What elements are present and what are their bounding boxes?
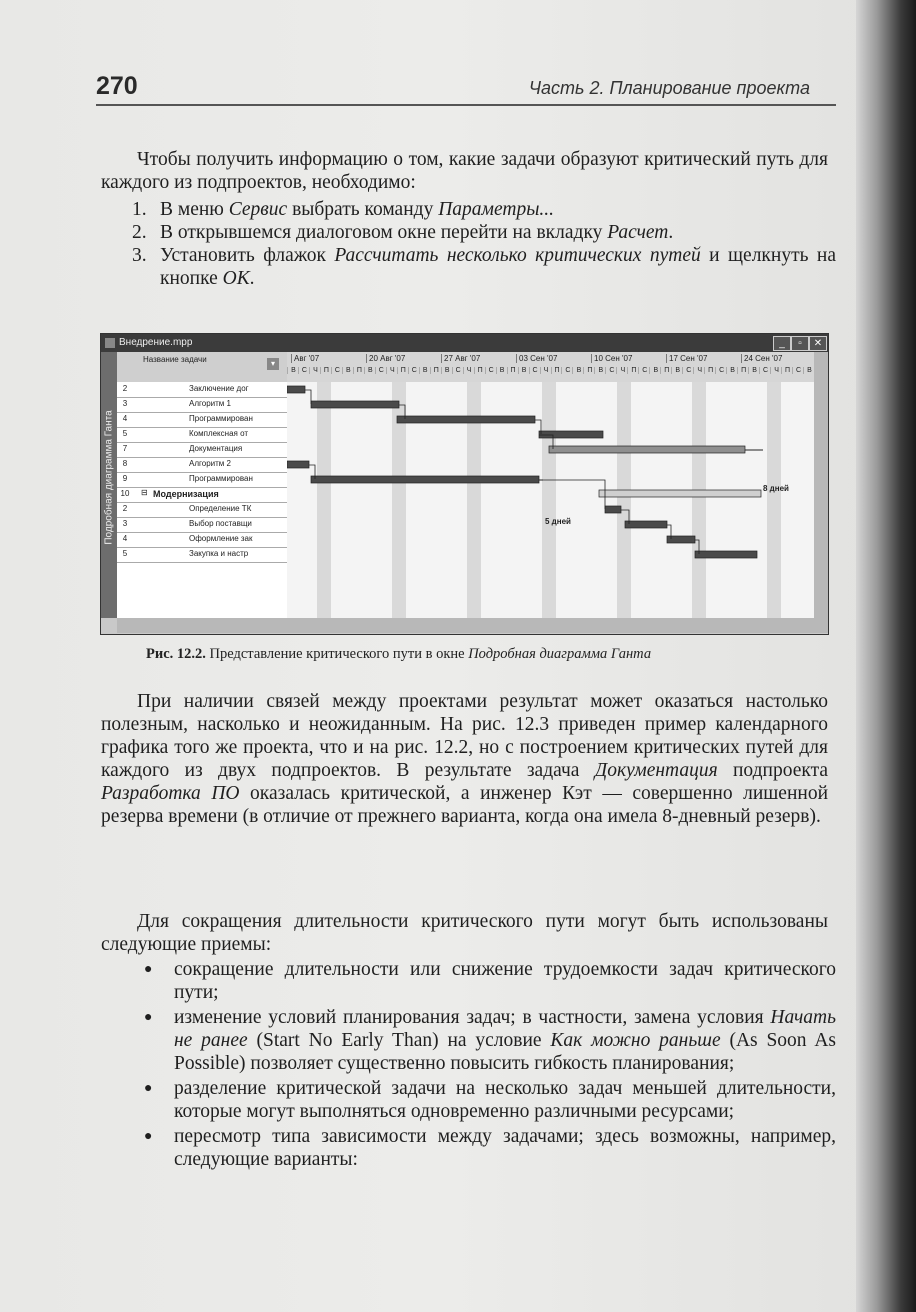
step-number: 1. — [132, 199, 147, 220]
day-label: П — [353, 367, 365, 374]
day-label: П — [397, 367, 409, 374]
table-row[interactable] — [117, 397, 287, 413]
day-label: В — [572, 367, 584, 374]
gantt-bar — [397, 416, 535, 423]
week-label: 27 Авг '07 — [441, 354, 480, 363]
table-row[interactable] — [117, 457, 287, 473]
row-id: 4 — [122, 534, 128, 543]
week-label: 17 Сен '07 — [666, 354, 707, 363]
row-id: 7 — [122, 444, 128, 453]
header-rule — [96, 104, 836, 106]
gantt-bar — [695, 551, 757, 558]
day-label: С — [561, 367, 573, 374]
row-id: 4 — [122, 414, 128, 423]
slack-label-5: 5 дней — [545, 517, 571, 526]
restore-icon[interactable]: ▫ — [791, 336, 809, 351]
day-label: С — [759, 367, 771, 374]
day-label: В — [441, 367, 453, 374]
day-label: П — [704, 367, 716, 374]
gantt-bar — [539, 431, 603, 438]
day-label: Ч — [693, 367, 705, 374]
day-label: П — [660, 367, 672, 374]
view-bar — [101, 352, 117, 618]
row-id: 9 — [122, 474, 128, 483]
day-label: П — [781, 367, 793, 374]
day-label: П — [551, 367, 563, 374]
step-number: 2. — [132, 222, 147, 243]
timescale-header — [287, 352, 814, 383]
step-3: 3. Установить флажок Рассчитать несколько критических путей и щелкнуть на кнопке ОК. — [132, 245, 837, 289]
steps-list — [132, 198, 837, 290]
table-row[interactable] — [117, 517, 287, 533]
gantt-bar — [625, 521, 667, 528]
task-name: Документация — [189, 444, 243, 453]
window-title: Внедрение.mpp — [119, 337, 193, 348]
task-name: Модернизация — [153, 489, 219, 499]
day-label: П — [737, 367, 749, 374]
day-label: Ч — [463, 367, 475, 374]
nonworking-shading — [317, 382, 331, 618]
horizontal-scrollbar[interactable] — [117, 618, 828, 633]
day-label: Ч — [309, 367, 321, 374]
gantt-svg — [287, 382, 814, 618]
task-table — [117, 382, 287, 618]
minimize-icon[interactable]: _ — [773, 336, 791, 351]
week-label: 03 Сен '07 — [516, 354, 557, 363]
table-row[interactable] — [117, 382, 287, 398]
day-label: С — [331, 367, 343, 374]
app-icon — [105, 338, 115, 348]
gantt-bar — [311, 401, 399, 408]
gantt-bar — [599, 490, 761, 497]
day-label: П — [507, 367, 519, 374]
vertical-scrollbar[interactable] — [814, 352, 828, 618]
day-label: С — [715, 367, 727, 374]
table-row[interactable] — [117, 487, 287, 503]
nonworking-shading — [767, 382, 781, 618]
table-row[interactable] — [117, 532, 287, 548]
table-row[interactable] — [117, 412, 287, 428]
bullet-icon: ● — [144, 1081, 153, 1096]
day-label: С — [638, 367, 650, 374]
day-label: Ч — [386, 367, 398, 374]
bullet-item: ● пересмотр типа зависимости между задачами; здесь возможны, например, следующие варианты: — [144, 1126, 836, 1170]
step-number: 3. — [132, 245, 147, 266]
row-id: 5 — [122, 549, 128, 558]
collapse-icon[interactable]: ⊟ — [141, 488, 148, 497]
day-label: С — [605, 367, 617, 374]
slack-label-8: 8 дней — [763, 484, 789, 493]
day-label: В — [803, 367, 815, 374]
day-label: С — [298, 367, 310, 374]
task-name: Комплексная от — [189, 429, 249, 438]
table-row[interactable] — [117, 547, 287, 563]
gantt-bar — [549, 446, 745, 453]
row-id: 3 — [122, 399, 128, 408]
day-label: С — [485, 367, 497, 374]
day-label: П — [430, 367, 442, 374]
row-id: 2 — [122, 504, 128, 513]
gantt-bar — [311, 476, 539, 483]
row-id: 8 — [122, 459, 128, 468]
gantt-bar — [287, 386, 305, 393]
window-titlebar — [101, 334, 828, 352]
day-label: В — [342, 367, 354, 374]
nonworking-shading — [692, 382, 706, 618]
task-name: Заключение дог — [189, 384, 249, 393]
day-label: П — [627, 367, 639, 374]
day-label: П — [320, 367, 332, 374]
running-head: Часть 2. Планирование проекта — [528, 78, 810, 98]
week-label: 24 Сен '07 — [741, 354, 782, 363]
day-label: В — [419, 367, 431, 374]
day-label: В — [518, 367, 530, 374]
task-name: Закупка и настр — [189, 549, 249, 558]
day-label: С — [408, 367, 420, 374]
day-label: Ч — [770, 367, 782, 374]
day-label: В — [496, 367, 508, 374]
day-label: В — [726, 367, 738, 374]
day-label: В — [364, 367, 376, 374]
view-label: Подробная диаграмма Ганта — [103, 410, 115, 545]
bullet-icon: ● — [144, 962, 153, 977]
dependency-link — [305, 390, 311, 404]
table-row[interactable] — [117, 472, 287, 488]
task-name: Алгоритм 1 — [189, 399, 231, 408]
day-label: С — [529, 367, 541, 374]
day-label: С — [375, 367, 387, 374]
day-label: Ч — [616, 367, 628, 374]
bullet-item: ● сокращение длительности или снижение трудоемкости задач критического пути; — [144, 959, 836, 1003]
bullet-item: ● изменение условий планирования задач; в частности, замена условия Начать не ранее (Start No Early Than) на условие Как можно раньше (As Soon As Possible) позволяет существенно повысить гибкость планирования; — [144, 1007, 836, 1074]
task-name: Выбор поставщи — [189, 519, 252, 528]
nonworking-shading — [617, 382, 631, 618]
paragraph-3: Для сокращения длительности критического пути могут быть использованы следующие приемы: — [101, 911, 828, 955]
table-row[interactable] — [117, 442, 287, 458]
day-label: С — [682, 367, 694, 374]
row-id: 5 — [122, 429, 128, 438]
week-label: Авг '07 — [291, 354, 319, 363]
day-label: П — [583, 367, 595, 374]
table-row[interactable] — [117, 427, 287, 443]
book-spine-shadow — [856, 0, 916, 1312]
gantt-chart — [287, 382, 814, 618]
gantt-screenshot — [100, 333, 829, 635]
timescale-weeks — [287, 353, 814, 366]
week-label: 10 Сен '07 — [591, 354, 632, 363]
day-label: В — [671, 367, 683, 374]
task-column-header[interactable] — [117, 352, 287, 383]
day-label: Ч — [540, 367, 552, 374]
gantt-bar — [605, 506, 621, 513]
gantt-bar — [287, 461, 309, 468]
task-name: Программирован — [189, 414, 253, 423]
row-id: 2 — [122, 384, 128, 393]
intro-paragraph: Чтобы получить информацию о том, какие задачи образуют критический путь для каждого из подпроектов, необходимо: — [101, 149, 828, 193]
nonworking-shading — [542, 382, 556, 618]
task-name: Определение ТК — [189, 504, 252, 513]
task-name: Алгоритм 2 — [189, 459, 231, 468]
bullet-icon: ● — [144, 1010, 153, 1025]
step-1: 1. В меню Сервис выбрать команду Параметры... — [132, 199, 555, 220]
day-label: В — [748, 367, 760, 374]
row-id: 10 — [120, 489, 130, 498]
dropdown-icon[interactable]: ▾ — [267, 358, 279, 370]
day-label: В — [287, 367, 299, 374]
figure-caption: Рис. 12.2. Представление критического пути в окне Подробная диаграмма Ганта — [146, 646, 652, 662]
row-id: 3 — [122, 519, 128, 528]
bullet-item: ● разделение критической задачи на несколько задач меньшей длительности, которые могут выполняться одновременно различными ресурсами; — [144, 1078, 836, 1122]
day-label: П — [474, 367, 486, 374]
task-name: Программирован — [189, 474, 253, 483]
column-header-label: Название задачи — [143, 355, 207, 364]
bullet-icon: ● — [144, 1129, 153, 1144]
task-name: Оформление зак — [189, 534, 253, 543]
page-number: 270 — [96, 72, 138, 100]
step-2: 2. В открывшемся диалоговом окне перейти на вкладку Расчет. — [132, 222, 674, 243]
day-label: В — [649, 367, 661, 374]
timescale-days — [287, 367, 814, 380]
week-label: 20 Авг '07 — [366, 354, 405, 363]
paragraph-2: При наличии связей между проектами результат может оказаться настолько полезным, насколько и неожиданным. На рис. 12.3 приведен пример календарного графика того же проекта, что и на рис. 12.2, но с построением критических путей для каждого из двух подпроектов. В результате задача Документация подпроекта Разработка ПО оказалась критической, а инженер Кэт — совершенно лишенной резерва времени (в отличие от прежнего варианта, когда она имела 8-дневный резерв). — [101, 691, 828, 827]
day-label: В — [594, 367, 606, 374]
day-label: С — [452, 367, 464, 374]
techniques-list — [144, 958, 836, 1171]
close-icon[interactable]: ✕ — [809, 336, 827, 351]
day-label: С — [792, 367, 804, 374]
table-row[interactable] — [117, 502, 287, 518]
